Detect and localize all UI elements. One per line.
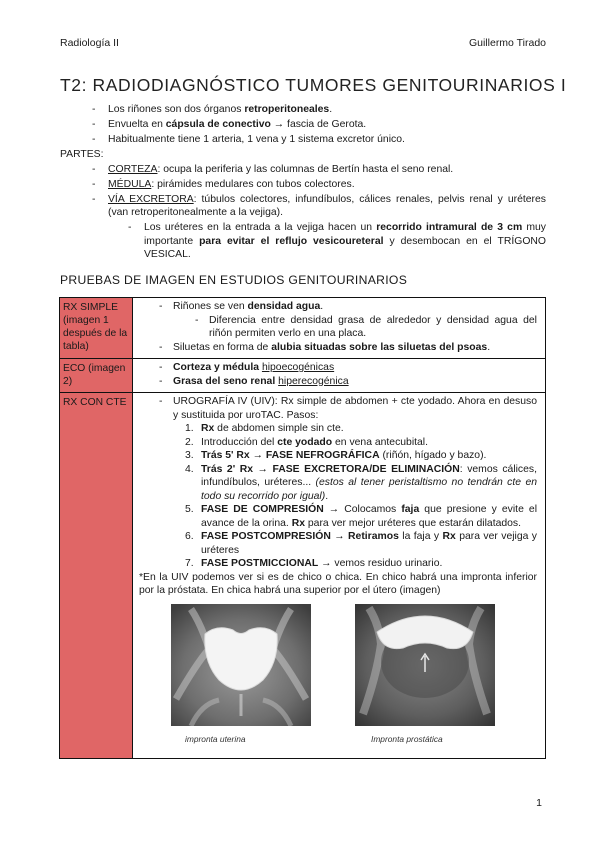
uterine-impression-image bbox=[171, 604, 311, 726]
eco-line-2: - Grasa del seno renal hiperecogénica bbox=[139, 375, 537, 389]
table-row-eco bbox=[60, 359, 546, 393]
row-label-rx-cte: RX CON CTE bbox=[60, 393, 133, 759]
intro-bullet-1: - Los riñones son dos órganos retroperitoneales. bbox=[60, 103, 546, 117]
uiv-step-5: 5. FASE DE COMPRESIÓN → Colocamos faja que presione y evite el avance de la orina. Rx para ver mejor uréteres que estarán dilatados. bbox=[185, 504, 537, 529]
caption-uterine: impronta uterina bbox=[185, 733, 246, 744]
uiv-intro: - UROGRAFÍA IV (UIV): Rx simple de abdomen + cte yodado. Ahora en desuso y sustituida por uroTAC. Pasos: bbox=[139, 395, 537, 422]
page-number: 1 bbox=[536, 797, 542, 809]
caption-prostatic: Impronta prostática bbox=[371, 733, 443, 744]
imaging-table bbox=[59, 297, 546, 759]
intro-bullet-2: - Envuelta en cápsula de conectivo → fascia de Gerota. bbox=[60, 118, 546, 132]
header-course: Radiología II bbox=[60, 37, 119, 49]
row-content-eco bbox=[133, 359, 546, 393]
intro-bullet-3: - Habitualmente tiene 1 arteria, 1 vena y 1 sistema excretor único. bbox=[60, 133, 546, 147]
uiv-step-3: 3. Trás 5' Rx → FASE NEFROGRÁFICA (riñón, hígado y bazo). bbox=[185, 450, 487, 462]
row-content-rx-simple bbox=[133, 298, 546, 359]
urography-images bbox=[139, 604, 537, 754]
rx-simple-line-1: - Riñones se ven densidad agua. bbox=[139, 300, 537, 314]
table-row-rx-simple bbox=[60, 298, 546, 359]
uiv-step-7: 7. FASE POSTMICCIONAL → vemos residuo urinario. bbox=[185, 558, 443, 570]
header-author: Guillermo Tirado bbox=[468, 37, 546, 49]
ureteres-note: - Los uréteres en la entrada a la vejiga hacen un recorrido intramural de 3 cm muy importante para evitar el reflujo vesicoureteral y desembocan en el TRÍGONO VESICAL. bbox=[60, 221, 546, 262]
row-label-eco: ECO (imagen 2) bbox=[60, 359, 133, 393]
uiv-step-2: 2. Introducción del cte yodado en vena antecubital. bbox=[185, 436, 429, 448]
eco-line-1: - Corteza y médula hipoecogénicas bbox=[139, 361, 537, 375]
row-content-rx-cte bbox=[133, 393, 546, 759]
parte-medula: - MÉDULA: pirámides medulares con tubos colectores. bbox=[60, 178, 546, 192]
section-title: PRUEBAS DE IMAGEN EN ESTUDIOS GENITOURINARIOS bbox=[60, 273, 408, 287]
intro-section bbox=[60, 103, 546, 263]
partes-label: PARTES: bbox=[60, 149, 104, 161]
prostatic-impression-image bbox=[355, 604, 495, 726]
row-label-rx-simple: RX SIMPLE (imagen 1 después de la tabla) bbox=[60, 298, 133, 359]
page-title: T2: RADIODIAGNÓSTICO TUMORES GENITOURINARIOS I bbox=[60, 75, 567, 95]
rx-simple-line-3: - Siluetas en forma de alubia situadas sobre las siluetas del psoas. bbox=[139, 341, 537, 355]
uiv-sex-note: *En la UIV podemos ver si es de chico o chica. En chico habrá una impronta inferior por la próstata. En chica habrá una superior por el útero (imagen) bbox=[139, 571, 537, 597]
uiv-step-1: 1. Rx de abdomen simple sin cte. bbox=[185, 423, 344, 435]
uiv-step-4: 4. Trás 2' Rx → FASE EXCRETORA/DE ELIMINACIÓN: vemos cálices, infundíbulos, uréteres... (estos al tener peristaltismo no tendrán cte en todo su recorrido por igual). bbox=[185, 463, 538, 502]
parte-corteza: - CORTEZA: ocupa la periferia y las columnas de Bertín hasta el seno renal. bbox=[60, 163, 546, 177]
parte-via-excretora: - VÍA EXCRETORA: túbulos colectores, infundíbulos, cálices renales, pelvis renal y uréteres (van retroperitonealmente a la vejiga). bbox=[60, 193, 546, 220]
rx-simple-line-2: - Diferencia entre densidad grasa de alrededor y densidad agua del riñón permiten verlo en una placa. bbox=[139, 314, 537, 341]
table-row-rx-cte bbox=[60, 393, 546, 759]
uiv-step-6: 6. FASE POSTCOMPRESIÓN → Retiramos la faja y Rx para ver vejiga y uréteres bbox=[185, 531, 537, 556]
